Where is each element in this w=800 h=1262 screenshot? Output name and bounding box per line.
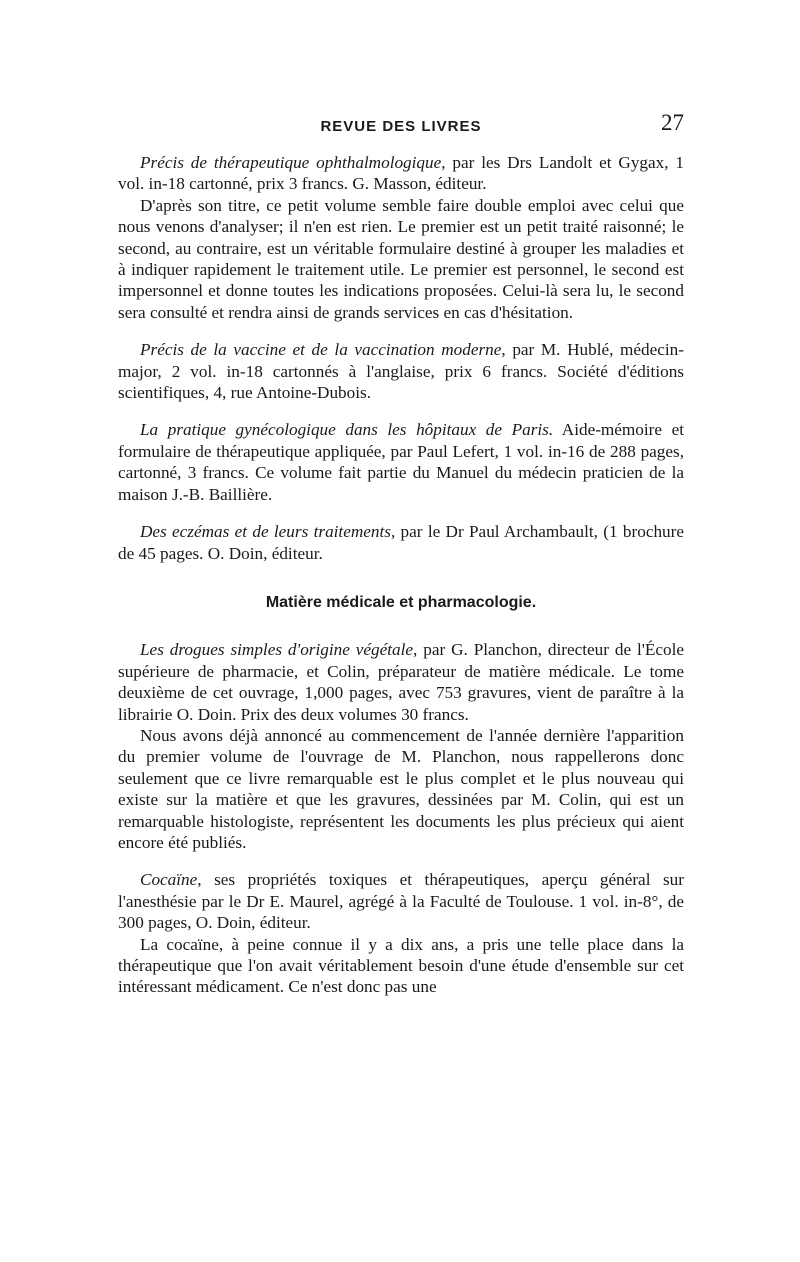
entry-title: Cocaïne [140, 870, 198, 890]
entry-details: , par G. Planchon, directeur de l'École supérieure de pharmacie, et Colin, préparateur de matière médicale. Le tome deuxième de cet ouvrage, 1,000 pages, avec 753 gravures, vient de paraître à la librairie O. Doin. Prix des deux volumes 30 francs. [118, 640, 684, 724]
review-entry-ophthalmology [118, 152, 684, 323]
entry-citation [118, 869, 684, 933]
review-entry-vaccine [118, 339, 684, 403]
entry-details: , ses propriétés toxiques et thérapeutiques, aperçu général sur l'anesthésie par le Dr E. Maurel, agrégé à la Faculté de Toulouse. 1 vol. in-8°, de 300 pages, O. Doin, éditeur. [118, 870, 684, 933]
entry-details: Aide-mémoire et formulaire de thérapeutique appliquée, par Paul Lefert, 1 vol. in-16 de 288 pages, cartonné, 3 francs. Ce volume fait partie du Manuel du médecin praticien de la maison J.-B. Baillière. [118, 420, 684, 504]
entry-details: , par M. Hublé, médecin-major, 2 vol. in-18 cartonnés à l'anglaise, prix 6 francs. Société d'éditions scientifiques, 4, rue Antoine-Dubois. [118, 340, 684, 403]
section-heading: Matière médicale et pharmacologie. [265, 593, 537, 611]
review-entry-cocaine [118, 869, 684, 997]
entry-citation [118, 639, 684, 725]
entry-review-text: La cocaïne, à peine connue il y a dix ans, a pris une telle place dans la thérapeutique que l'on avait véritablement besoin d'une étude d'ensemble sur cet intéressant médicament. Ce n'est donc pas une [118, 934, 684, 997]
entry-title: Précis de thérapeutique ophthalmologique [140, 153, 442, 172]
entry-title: La pratique gynécologique dans les hôpitaux de Paris. [140, 420, 554, 440]
entry-details: , par le Dr Paul Archambault, (1 brochure de 45 pages. O. Doin, éditeur. [118, 522, 684, 563]
entry-details: , par les Drs Landolt et Gygax, 1 vol. in-18 cartonné, prix 3 francs. G. Masson, éditeur. [118, 153, 684, 194]
page-content [118, 152, 684, 1014]
page-number: 27 [661, 110, 684, 135]
entry-citation [118, 419, 684, 505]
entry-title: Les drogues simples d'origine végétale [140, 640, 414, 660]
entry-review-text: D'après son titre, ce petit volume semble faire double emploi avec celui que nous venons d'analyser; il n'en est rien. Le premier est un petit traité raisonné; le second, au contraire, est un véritable formulaire destiné à grouper les maladies et à indiquer rapidement le traitement utile. Le premier est personnel, le second est impersonnel et donne toutes les indications proposées. Celui-là sera lu, le second sera consulté et rendra ainsi de grands services en cas d'hésitation. [118, 195, 684, 322]
entry-citation [118, 339, 684, 403]
page-header [118, 108, 684, 148]
entry-title: Précis de la vaccine et de la vaccination moderne [140, 340, 502, 360]
entry-citation [118, 521, 684, 564]
entry-title: Des eczémas et de leurs traitements [140, 522, 391, 542]
review-entry-eczema [118, 521, 684, 564]
running-title: REVUE DES LIVRES [320, 118, 482, 135]
entry-review-text: Nous avons déjà annoncé au commencement de l'année dernière l'apparition du premier volume de l'ouvrage de M. Planchon, nous rappellerons donc seulement que ce livre remarquable est le plus complet et le plus nouveau qui existe sur la matière et que les gravures, dessinées par M. Colin, qui est un remarquable histologiste, représentent les documents les plus précieux qui aient encore été publiés. [118, 725, 684, 852]
review-entry-gynecology [118, 419, 684, 505]
review-entry-drugs [118, 639, 684, 853]
entry-citation [118, 152, 684, 195]
